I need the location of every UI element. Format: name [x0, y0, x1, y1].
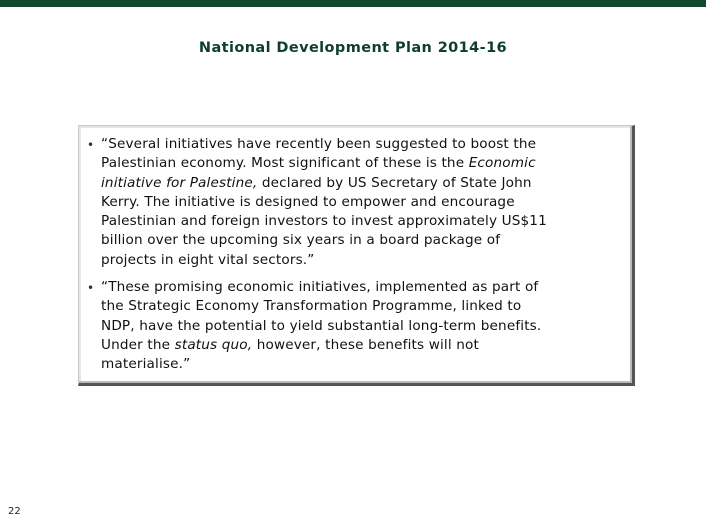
text-segment: materialise.” [101, 356, 191, 373]
text-line [101, 278, 541, 297]
italic-text: initiative for Palestine, [101, 174, 258, 191]
text-line [101, 193, 547, 212]
text-line [101, 355, 541, 374]
text-line [101, 135, 547, 154]
slide-title: National Development Plan 2014-16 [198, 40, 508, 56]
page-number: 22 [8, 506, 21, 517]
text-segment: NDP, have the potential to yield substantial long-term benefits. [101, 317, 542, 334]
text-segment: the Strategic Economy Transformation Programme, linked to [101, 298, 522, 315]
text-segment: billion over the upcoming six years in a board package of [101, 232, 501, 249]
text-line [101, 212, 547, 231]
top-accent-bar [0, 0, 706, 7]
text-segment: “Several initiatives have recently been suggested to boost the [101, 136, 537, 152]
text-line [101, 154, 547, 173]
text-line [101, 174, 547, 193]
italic-text: status quo, [174, 336, 253, 353]
text-line [101, 297, 541, 316]
text-line [101, 336, 541, 355]
bullet-icon: • [87, 138, 95, 152]
bullet-icon: • [87, 281, 95, 295]
italic-text: Economic [468, 155, 536, 172]
text-segment: Under the [101, 336, 175, 353]
text-segment: Kerry. The initiative is designed to empower and encourage [101, 193, 515, 210]
text-line [101, 231, 547, 250]
text-segment: Palestinian economy. Most significant of these is the [101, 155, 469, 172]
text-segment: however, these benefits will not [252, 336, 479, 353]
text-line [101, 251, 547, 270]
text-segment: Palestinian and foreign investors to invest approximately US$11 [101, 213, 547, 230]
text-segment: projects in eight vital sectors.” [101, 251, 315, 268]
quote-paragraph-1 [101, 135, 547, 270]
quote-box [78, 125, 635, 386]
text-line [101, 317, 541, 336]
text-segment: “These promising economic initiatives, implemented as part of [101, 279, 539, 295]
text-segment: declared by US Secretary of State John [257, 174, 532, 191]
quote-paragraph-2 [101, 278, 541, 374]
